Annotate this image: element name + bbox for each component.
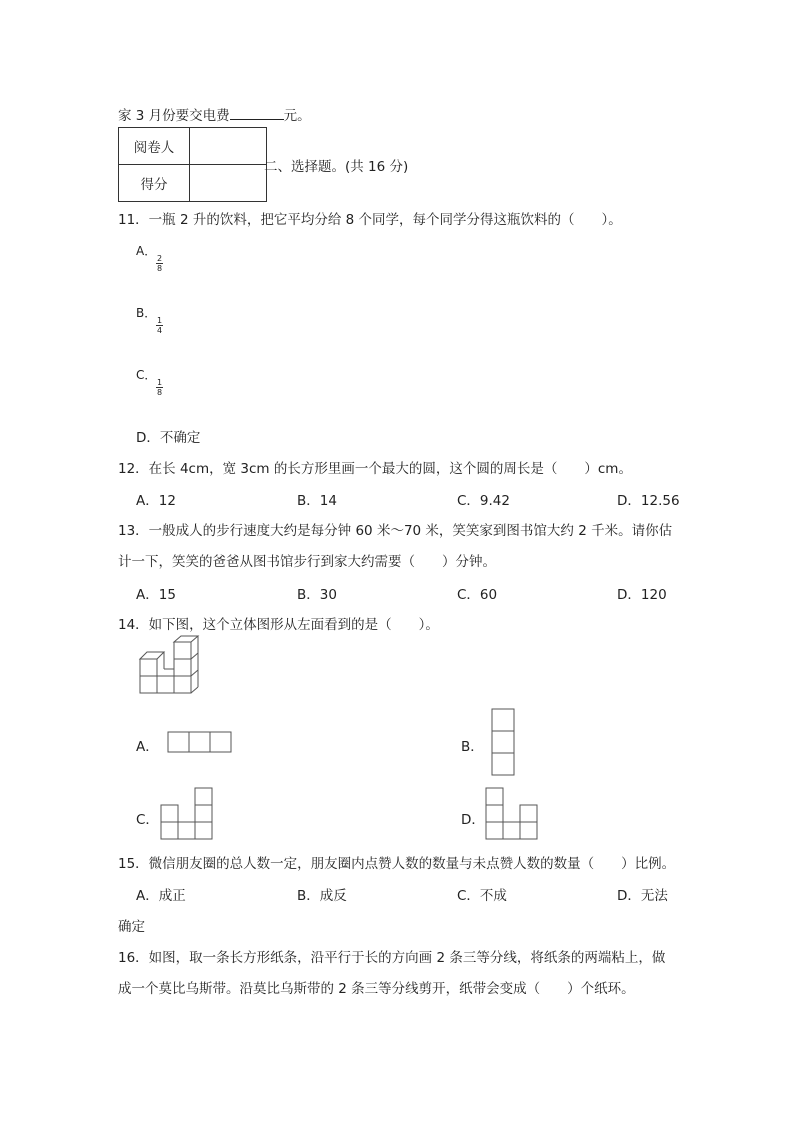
q13-stem-line1: 13．一般成人的步行速度大约是每分钟 60 米～70 米，笑笑家到图书馆大约 2 千米。请你估 bbox=[118, 523, 673, 539]
q13-stem-line2: 计一下，笑笑的爸爸从图书馆步行到家大约需要（ ）分钟。 bbox=[118, 554, 496, 570]
score-label: 得分 bbox=[119, 165, 190, 202]
q11-option-b-fraction bbox=[156, 316, 163, 337]
q11-stem: 11．一瓶 2 升的饮料，把它平均分给 8 个同学，每个同学分得这瓶饮料的（ ）。 bbox=[118, 212, 622, 228]
q14-option-d-figure bbox=[486, 787, 541, 842]
q15-option-d: D．无法 bbox=[617, 888, 668, 904]
q11-option-d bbox=[136, 426, 200, 446]
q11-a-denominator: 8 bbox=[157, 264, 163, 273]
q15-option-c: C．不成 bbox=[457, 888, 507, 904]
q11-option-c-label: C． bbox=[136, 368, 157, 382]
q13-option-b: B．30 bbox=[297, 587, 337, 603]
q11-a-numerator: 2 bbox=[157, 254, 163, 263]
q11-c-denominator: 8 bbox=[157, 388, 163, 397]
electricity-fee-line bbox=[118, 104, 311, 124]
fee-line-suffix: 元。 bbox=[283, 108, 311, 124]
q12-stem: 12．在长 4cm，宽 3cm 的长方形里画一个最大的圆，这个圆的周长是（ ）cm。 bbox=[118, 461, 632, 477]
q11-option-b-label: B． bbox=[136, 306, 157, 320]
q13-option-d: D．120 bbox=[617, 587, 667, 603]
section-title: 二、选择题。(共 16 分) bbox=[264, 159, 409, 175]
q14-option-d-label: D． bbox=[461, 812, 485, 828]
q15-option-a: A．成正 bbox=[136, 888, 186, 904]
q12-option-b: B．14 bbox=[297, 493, 337, 509]
q12-option-d: D．12.56 bbox=[617, 493, 680, 509]
reviewer-cell[interactable] bbox=[190, 128, 267, 165]
reviewer-label: 阅卷人 bbox=[119, 128, 190, 165]
q16-stem-line2: 成一个莫比乌斯带。沿莫比乌斯带的 2 条三等分线剪开，纸带会变成（ ）个纸环。 bbox=[118, 981, 635, 997]
q15-option-b: B．成反 bbox=[297, 888, 347, 904]
q11-d-text: 不确定 bbox=[159, 430, 201, 446]
q12-option-a: A．12 bbox=[136, 493, 176, 509]
score-table bbox=[118, 127, 267, 202]
q14-option-b-label: B． bbox=[461, 739, 484, 755]
q11-d-label: D． bbox=[136, 430, 160, 446]
q15-stem: 15．微信朋友圈的总人数一定，朋友圈内点赞人数的数量与未点赞人数的数量（ ）比例。 bbox=[118, 856, 676, 872]
q13-option-c: C．60 bbox=[457, 587, 498, 603]
fee-line-prefix: 家 3 月份要交电费 bbox=[118, 108, 230, 124]
q11-option-c-fraction bbox=[156, 378, 163, 399]
q14-option-a-figure bbox=[168, 732, 232, 754]
q15-option-d-wrap: 确定 bbox=[118, 919, 145, 935]
q14-option-b-figure bbox=[492, 709, 516, 776]
q11-option-a-label: A． bbox=[136, 244, 157, 258]
q11-c-numerator: 1 bbox=[157, 378, 163, 387]
q14-option-a-label: A． bbox=[136, 739, 159, 755]
q14-stem: 14．如下图，这个立体图形从左面看到的是（ ）。 bbox=[118, 617, 439, 633]
score-cell[interactable] bbox=[190, 165, 267, 202]
q11-option-a-fraction bbox=[156, 254, 163, 275]
q12-option-c: C．9.42 bbox=[457, 493, 510, 509]
q11-b-numerator: 1 bbox=[157, 316, 163, 325]
q14-option-c-label: C． bbox=[136, 812, 159, 828]
q16-stem-line1: 16．如图，取一条长方形纸条，沿平行于长的方向画 2 条三等分线，将纸条的两端粘上，做 bbox=[118, 950, 666, 966]
answer-blank[interactable] bbox=[230, 107, 284, 120]
q13-option-a: A．15 bbox=[136, 587, 176, 603]
cube-stack-figure bbox=[140, 636, 206, 698]
q14-option-c-figure bbox=[161, 787, 214, 840]
q11-b-denominator: 4 bbox=[157, 326, 163, 335]
